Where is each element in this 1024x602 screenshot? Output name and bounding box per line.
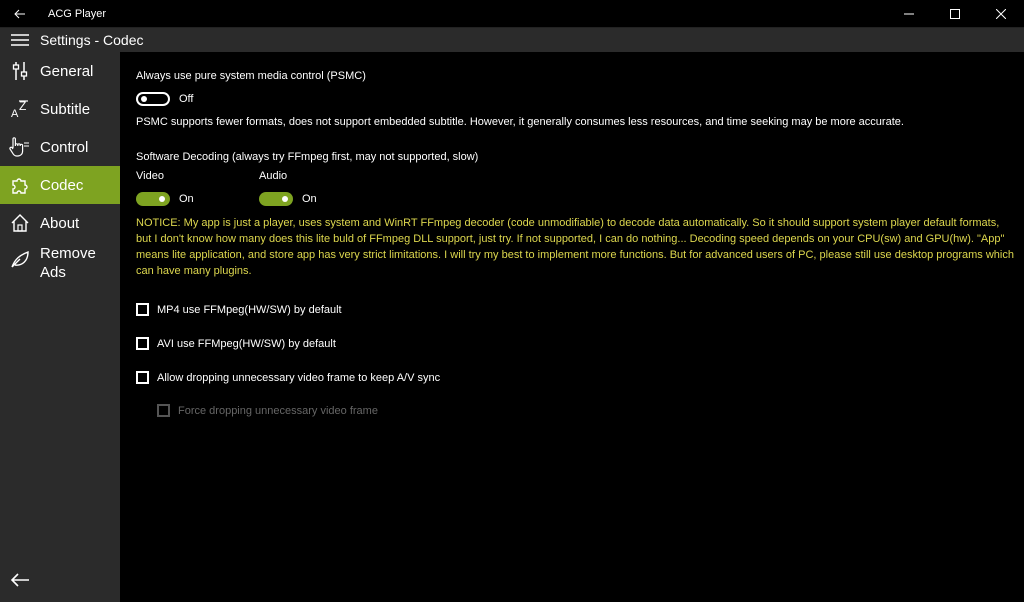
audio-toggle-state: On [302, 193, 317, 205]
page-header [0, 28, 1024, 52]
close-button[interactable] [978, 0, 1024, 27]
svg-text:A: A [11, 108, 19, 119]
sidebar-item-subtitle[interactable] [0, 90, 120, 128]
sidebar-item-remove-ads[interactable] [0, 242, 120, 284]
page-title: Settings - Codec [40, 32, 144, 48]
software-decoding-label: Software Decoding (always try FFmpeg first, may not supported, slow) [136, 151, 479, 163]
menu-button[interactable] [0, 28, 40, 52]
minimize-button[interactable] [886, 0, 932, 27]
psmc-description: PSMC supports fewer formats, does not support embedded subtitle. However, it generally consumes less resources, and time seeking may be more accurate. [136, 116, 904, 128]
hand-pointer-icon [0, 128, 40, 166]
sidebar-item-codec[interactable] [0, 166, 120, 204]
allow-drop-frame-checkbox[interactable] [136, 371, 149, 384]
svg-text:Z: Z [19, 99, 27, 113]
sidebar-item-label: About [40, 214, 80, 232]
allow-drop-frame-checkbox-row[interactable] [136, 371, 440, 384]
toggle-knob [159, 196, 165, 202]
avi-ffmpeg-checkbox-row[interactable] [136, 337, 336, 350]
font-size-icon [0, 90, 40, 128]
video-toggle-row [136, 192, 194, 206]
video-decoding-toggle[interactable] [136, 192, 170, 206]
audio-toggle-row [259, 192, 317, 206]
sidebar-item-label: General [40, 62, 94, 80]
force-drop-frame-checkbox-row [157, 404, 378, 417]
psmc-toggle-row [136, 92, 193, 106]
hamburger-icon [11, 34, 29, 46]
codec-settings-panel [136, 52, 1016, 597]
video-toggle-state: On [179, 193, 194, 205]
checkbox-label: AVI use FFMpeg(HW/SW) by default [157, 337, 336, 350]
window-back-button[interactable] [0, 0, 40, 27]
title-bar [0, 0, 1024, 28]
sidebar-item-label-line1: Remove [40, 245, 96, 262]
audio-decoding-toggle[interactable] [259, 192, 293, 206]
mp4-ffmpeg-checkbox-row[interactable] [136, 303, 342, 316]
back-arrow-icon [10, 572, 30, 588]
avi-ffmpeg-checkbox[interactable] [136, 337, 149, 350]
toggle-knob [282, 196, 288, 202]
sidebar-item-general[interactable] [0, 52, 120, 90]
sidebar-item-label: Subtitle [40, 100, 91, 118]
sidebar-item-label-line2: Ads [40, 264, 66, 281]
close-icon [996, 9, 1006, 19]
checkbox-label: Allow dropping unnecessary video frame to keep A/V sync [157, 371, 441, 384]
video-decoding-label: Video [136, 170, 164, 182]
sliders-icon [0, 52, 40, 90]
ffmpeg-notice: NOTICE: My app is just a player, uses system and WinRT FFmpeg decoder (code unmodifiable) to decode data automatically. So it should support system player default formats, but I don't know how many does this lite buld of FFmpeg DLL support, just try. If not supported, I can do nothing... Decoding speed depends on your CPU(sw) and GPU(hw). "App" means lite application, and store app has very strict limitations. I will try my best to implement more functions. But for advanced users of PC, please still use desktop programs which can have many plugins. [136, 217, 1014, 277]
back-arrow-icon [14, 9, 26, 19]
minimize-icon [904, 9, 914, 19]
force-drop-frame-checkbox [157, 404, 170, 417]
sidebar-item-control[interactable] [0, 128, 120, 166]
toggle-knob [141, 96, 147, 102]
maximize-icon [950, 9, 960, 19]
psmc-toggle[interactable] [136, 92, 170, 106]
sidebar-item-about[interactable] [0, 204, 120, 242]
sidebar [0, 52, 120, 602]
app-title: ACG Player [48, 7, 107, 20]
mp4-ffmpeg-checkbox[interactable] [136, 303, 149, 316]
audio-decoding-label: Audio [259, 170, 288, 182]
psmc-toggle-state: Off [179, 93, 194, 105]
checkbox-label: Force dropping unnecessary video frame [178, 404, 378, 417]
sidebar-item-label: Control [40, 138, 89, 156]
home-icon [0, 204, 40, 242]
maximize-button[interactable] [932, 0, 978, 27]
psmc-label: Always use pure system media control (PSMC) [136, 70, 366, 82]
sidebar-back-button[interactable] [0, 564, 40, 596]
checkbox-label: MP4 use FFMpeg(HW/SW) by default [157, 303, 342, 316]
puzzle-icon [0, 166, 40, 204]
leaf-icon [0, 244, 40, 274]
sidebar-item-label: Codec [40, 176, 84, 194]
sidebar-item-label [40, 244, 96, 282]
